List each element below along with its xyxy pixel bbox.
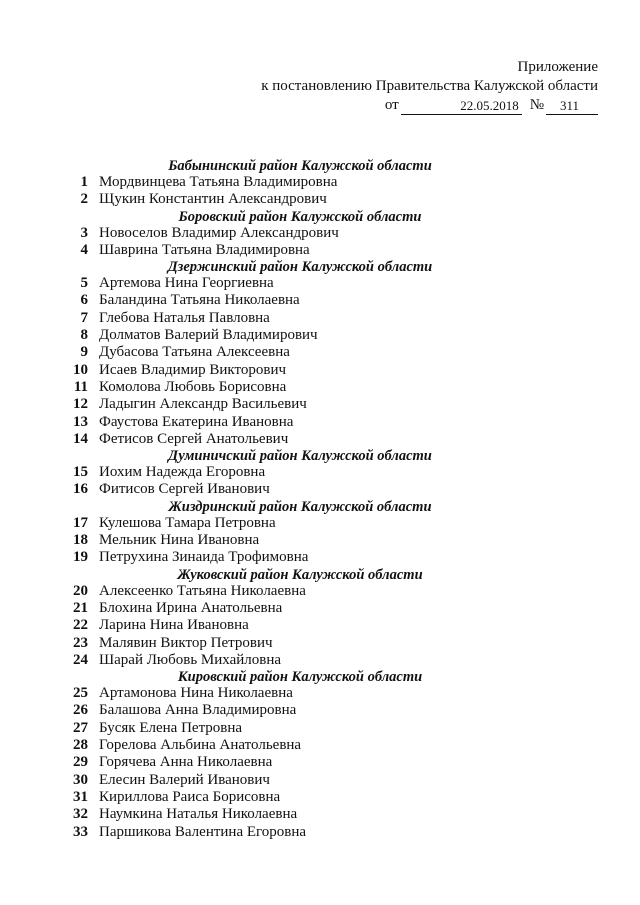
document-header <box>261 58 598 115</box>
district-heading: Жуковский район Калужской области <box>177 566 423 583</box>
list-item <box>68 617 488 634</box>
item-number: 11 <box>73 378 88 395</box>
list-item <box>68 362 488 379</box>
list-item <box>68 414 488 431</box>
person-name: Артемова Нина Георгиевна <box>99 275 274 292</box>
person-name: Исаев Владимир Викторович <box>99 361 287 378</box>
list-item <box>68 532 488 549</box>
list-item <box>68 720 488 737</box>
list-item <box>68 652 488 669</box>
item-number: 27 <box>73 719 88 736</box>
item-number: 18 <box>73 532 88 549</box>
list-item <box>68 242 488 259</box>
list-item <box>68 327 488 344</box>
person-name: Мордвинцева Татьяна Владимировна <box>99 174 338 190</box>
list-item <box>68 275 488 292</box>
person-name: Шарай Любовь Михайловна <box>99 651 282 668</box>
person-name: Новоселов Владимир Александрович <box>99 224 339 241</box>
list-item <box>68 789 488 806</box>
district-heading: Кировский район Калужской области <box>177 669 423 686</box>
district-heading: Бабынинский район Калужской области <box>168 158 432 174</box>
list-item <box>68 292 488 309</box>
list-item <box>68 754 488 771</box>
item-number: 29 <box>73 754 88 771</box>
item-number: 10 <box>73 361 88 378</box>
person-name: Баландина Татьяна Николаевна <box>99 292 300 309</box>
list-item <box>68 635 488 652</box>
person-name: Дубасова Татьяна Алексеевна <box>99 344 290 361</box>
item-number: 20 <box>73 582 88 599</box>
person-name: Елесин Валерий Иванович <box>99 771 270 788</box>
person-name: Алексеенко Татьяна Николаевна <box>99 582 306 599</box>
item-number: 8 <box>80 327 88 344</box>
item-number: 30 <box>73 771 88 788</box>
person-name: Фаустова Екатерина Ивановна <box>99 413 294 430</box>
list-item <box>68 583 488 600</box>
list-item <box>68 481 488 498</box>
item-number: 25 <box>73 685 88 702</box>
person-name: Горелова Альбина Анатольевна <box>99 737 302 754</box>
item-number: 19 <box>73 549 88 566</box>
person-name: Кулешова Тамара Петровна <box>99 514 276 531</box>
list-item <box>68 464 488 481</box>
list-item <box>68 191 488 208</box>
list-item <box>68 396 488 413</box>
item-number: 12 <box>73 396 88 413</box>
list-item <box>68 772 488 789</box>
list-item <box>68 515 488 532</box>
person-name: Иохим Надежда Егоровна <box>99 464 266 481</box>
person-name: Ларина Нина Ивановна <box>99 617 249 634</box>
list-item <box>68 702 488 719</box>
item-number: 14 <box>73 430 88 447</box>
item-number: 31 <box>73 788 88 805</box>
person-name: Глебова Наталья Павловна <box>99 309 270 326</box>
resolution-date: 22.05.2018 <box>401 97 522 115</box>
list-item <box>68 344 488 361</box>
list-item <box>68 685 488 702</box>
item-number: 9 <box>80 344 88 361</box>
list-item <box>68 379 488 396</box>
person-name: Долматов Валерий Владимирович <box>99 327 318 344</box>
district-heading: Думиничский район Калужской области <box>168 448 432 465</box>
list-item <box>68 431 488 448</box>
person-name: Паршикова Валентина Егоровна <box>99 823 307 840</box>
item-number: 22 <box>73 617 88 634</box>
person-name: Малявин Виктор Петрович <box>99 634 273 651</box>
date-prefix: от <box>384 97 399 113</box>
person-name: Петрухина Зинаида Трофимовна <box>99 549 309 566</box>
list-item <box>68 174 488 191</box>
person-name: Шаврина Татьяна Владимировна <box>99 241 310 258</box>
item-number: 2 <box>80 191 88 208</box>
person-name: Бусяк Елена Петровна <box>99 719 243 736</box>
item-number: 7 <box>80 309 88 326</box>
date-number-line <box>261 96 598 115</box>
district-heading: Дзержинский район Калужской области <box>167 259 433 276</box>
district-list <box>68 158 488 841</box>
item-number: 23 <box>73 634 88 651</box>
list-item <box>68 549 488 566</box>
item-number: 15 <box>73 464 88 481</box>
item-number: 6 <box>80 292 88 309</box>
person-name: Ладыгин Александр Васильевич <box>99 396 307 413</box>
item-number: 16 <box>73 481 88 498</box>
list-item <box>68 824 488 841</box>
number-prefix: № <box>529 97 544 113</box>
item-number: 5 <box>80 275 88 292</box>
list-item <box>68 737 488 754</box>
person-name: Комолова Любовь Борисовна <box>99 378 287 395</box>
list-item <box>68 600 488 617</box>
item-number: 24 <box>73 651 88 668</box>
person-name: Горячева Анна Николаевна <box>99 754 273 771</box>
item-number: 4 <box>80 241 88 258</box>
person-name: Фитисов Сергей Иванович <box>99 481 270 498</box>
appendix-label: Приложение <box>517 59 598 75</box>
district-heading: Жиздринский район Калужской области <box>168 498 432 515</box>
item-number: 1 <box>80 174 88 190</box>
person-name: Щукин Константин Александрович <box>99 191 327 208</box>
item-number: 3 <box>80 224 88 241</box>
district-heading: Боровский район Калужской области <box>178 208 422 225</box>
item-number: 33 <box>73 823 88 840</box>
item-number: 21 <box>73 599 88 616</box>
resolution-reference: к постановлению Правительства Калужской области <box>261 78 598 94</box>
item-number: 26 <box>73 702 88 719</box>
person-name: Артамонова Нина Николаевна <box>99 685 293 702</box>
list-item <box>68 310 488 327</box>
item-number: 32 <box>73 806 88 823</box>
resolution-number: 311 <box>546 97 598 115</box>
item-number: 17 <box>73 514 88 531</box>
list-item <box>68 806 488 823</box>
item-number: 28 <box>73 737 88 754</box>
person-name: Блохина Ирина Анатольевна <box>99 599 283 616</box>
person-name: Наумкина Наталья Николаевна <box>99 806 298 823</box>
item-number: 13 <box>73 413 88 430</box>
person-name: Кириллова Раиса Борисовна <box>99 788 281 805</box>
person-name: Балашова Анна Владимировна <box>99 702 297 719</box>
person-name: Фетисов Сергей Анатольевич <box>99 430 289 447</box>
list-item <box>68 225 488 242</box>
person-name: Мельник Нина Ивановна <box>99 532 260 549</box>
